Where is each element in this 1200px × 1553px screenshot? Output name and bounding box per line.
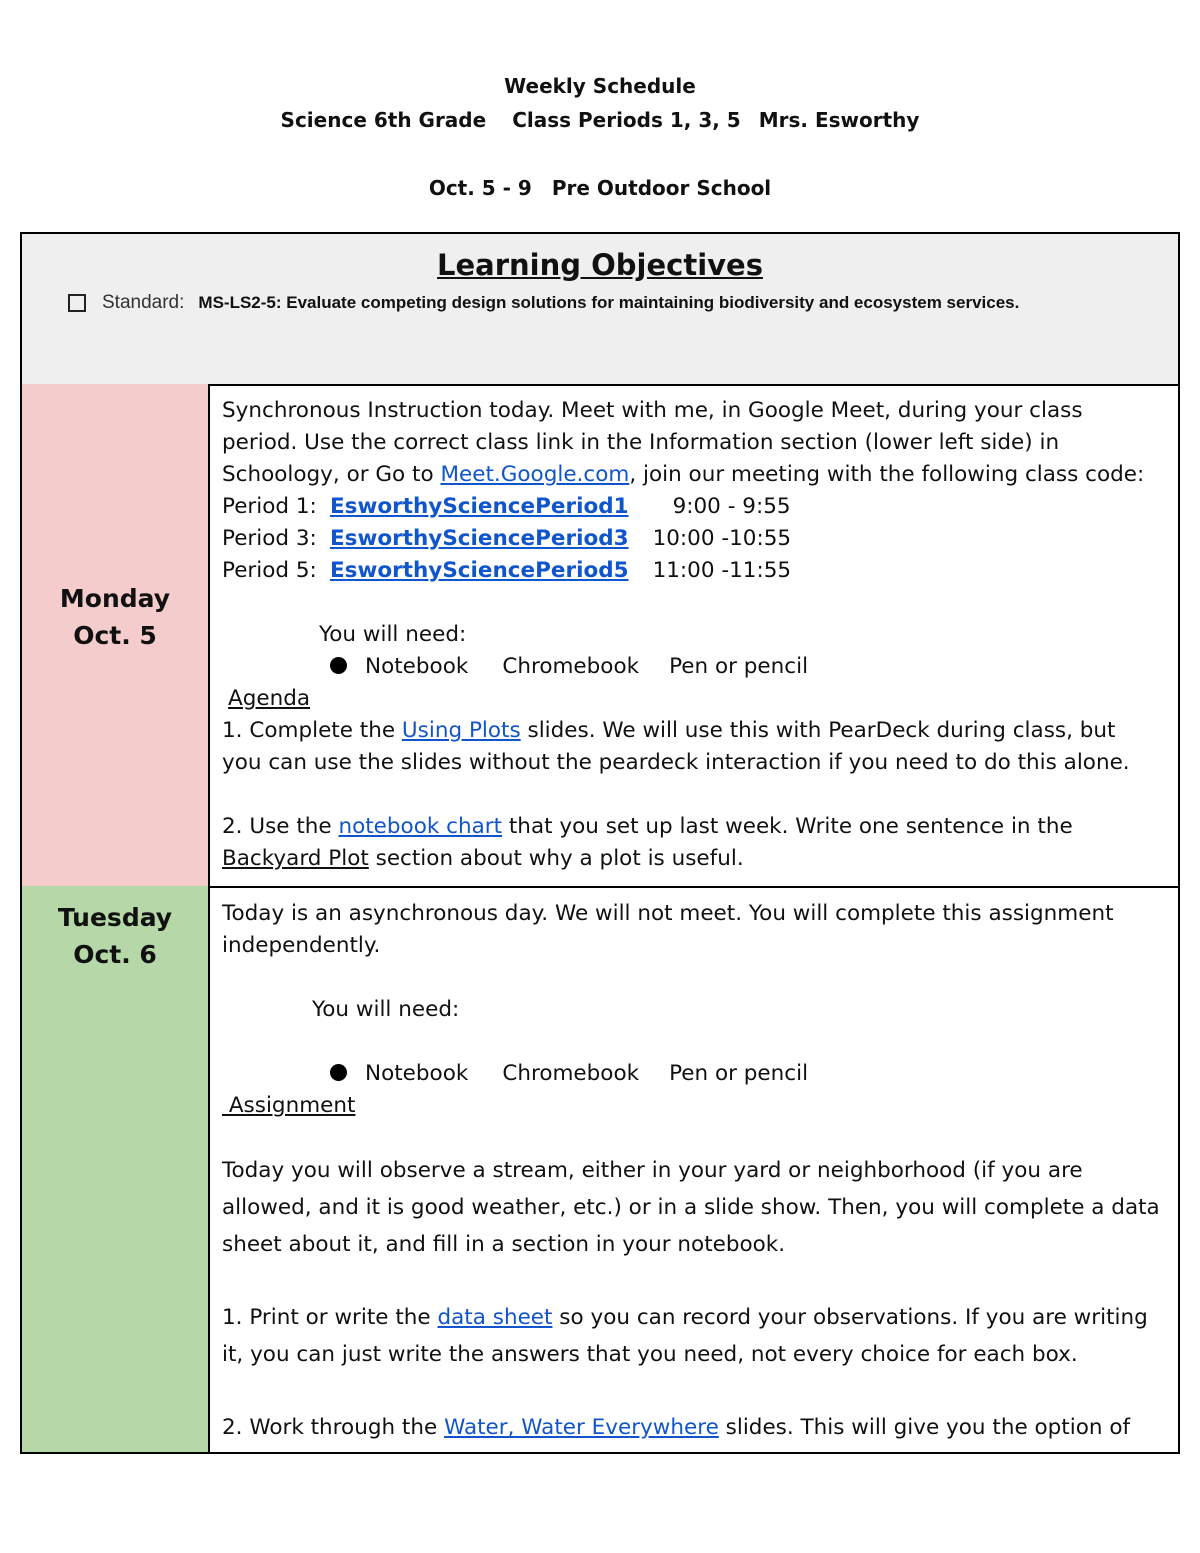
monday-need-label: You will need: — [319, 622, 467, 647]
tuesday-item2-line1 — [222, 1415, 1130, 1440]
meet-google-link[interactable]: Meet.Google.com — [440, 462, 630, 487]
monday-intro-line1: Synchronous Instruction today. Meet with me, in Google Meet, during your class — [222, 398, 1083, 423]
monday-day: Monday — [59, 584, 171, 613]
bullet-icon — [330, 657, 347, 674]
data-sheet-link[interactable]: data sheet — [437, 1305, 553, 1330]
standard-row — [68, 292, 1019, 314]
item1-text-b: so you can record your observations. If you are writing — [552, 1305, 1148, 1330]
monday-intro-line2: period. Use the correct class link in the Information section (lower left side) in — [222, 430, 1060, 455]
monday-day-cell — [22, 384, 210, 886]
period-3-line — [222, 526, 791, 551]
tuesday-date: Oct. 6 — [73, 940, 157, 969]
item2-text-b: slides. This will give you the option of — [718, 1415, 1131, 1440]
period-3-code-link[interactable]: EsworthySciencePeriod3 — [330, 526, 629, 551]
item2-text-c: section about why a plot is useful. — [368, 846, 744, 871]
standard-text: MS-LS2-5: Evaluate competing design solutions for maintaining biodiversity and ecosystem services. — [198, 293, 1020, 312]
monday-supplies — [330, 654, 808, 679]
item2-text-a: 2. Use the — [222, 814, 339, 839]
schedule-table — [20, 232, 1180, 1454]
teacher-name: Mrs. Esworthy — [758, 108, 920, 132]
tuesday-day-cell — [22, 886, 210, 1454]
item2-text-a: 2. Work through the — [222, 1415, 445, 1440]
tuesday-supplies — [330, 1061, 808, 1086]
monday-item2-line2 — [222, 846, 744, 871]
bullet-icon — [330, 1064, 347, 1081]
monday-date: Oct. 5 — [73, 621, 157, 650]
intro3-text-a: Schoology, or Go to — [222, 462, 441, 487]
tuesday-intro-line2: independently. — [222, 933, 381, 958]
item2-text-b: that you set up last week. Write one sentence in the — [502, 814, 1073, 839]
monday-intro-line3 — [222, 462, 1144, 487]
period-1-time: 9:00 - 9:55 — [672, 494, 791, 519]
period-1-code-link[interactable]: EsworthySciencePeriod1 — [330, 494, 629, 519]
supply-notebook: Notebook — [365, 654, 469, 679]
period-1-line — [222, 494, 791, 519]
period-5-time: 11:00 -11:55 — [652, 558, 792, 583]
class-periods: Class Periods 1, 3, 5 — [512, 108, 741, 132]
agenda-label: Agenda — [228, 686, 311, 711]
tuesday-need-label: You will need: — [312, 997, 460, 1022]
supply-chromebook: Chromebook — [502, 654, 640, 679]
assignment-label: Assignment — [222, 1093, 356, 1118]
standard-checkbox[interactable] — [68, 294, 86, 312]
tuesday-obs-line2: allowed, and it is good weather, etc.) or in a slide show. Then, you will complete a data — [222, 1195, 1160, 1220]
period-1-label: Period 1: — [222, 494, 317, 519]
tuesday-day: Tuesday — [57, 903, 173, 932]
learning-objectives-title: Learning Objectives — [437, 248, 763, 282]
using-plots-link[interactable]: Using Plots — [401, 718, 521, 743]
period-5-line — [222, 558, 791, 583]
item1-text-a: 1. Complete the — [222, 718, 402, 743]
monday-row — [22, 384, 1178, 888]
backyard-plot-text: Backyard Plot — [222, 846, 369, 871]
supply-pen: Pen or pencil — [669, 654, 809, 679]
class-info-line — [0, 108, 1200, 132]
schedule-title: Weekly Schedule — [504, 74, 696, 98]
supply-pen: Pen or pencil — [669, 1061, 809, 1086]
monday-item2-line1 — [222, 814, 1073, 839]
period-5-code-link[interactable]: EsworthySciencePeriod5 — [330, 558, 629, 583]
tuesday-item1-line2: it, you can just write the answers that you need, not every choice for each box. — [222, 1342, 1078, 1367]
tuesday-obs-line3: sheet about it, and fill in a section in your notebook. — [222, 1232, 786, 1257]
learning-objectives-section — [22, 234, 1178, 386]
standard-label: Standard: — [102, 292, 185, 313]
period-3-time: 10:00 -10:55 — [652, 526, 792, 551]
monday-item1-line2: you can use the slides without the peardeck interaction if you need to do this alone. — [222, 750, 1130, 775]
tuesday-intro-line1: Today is an asynchronous day. We will not meet. You will complete this assignment — [222, 901, 1114, 926]
water-everywhere-link[interactable]: Water, Water Everywhere — [444, 1415, 719, 1440]
supply-chromebook: Chromebook — [502, 1061, 640, 1086]
item1-text-a: 1. Print or write the — [222, 1305, 438, 1330]
week-info-line — [0, 176, 1200, 200]
week-topic: Pre Outdoor School — [551, 176, 772, 200]
tuesday-item1-line1 — [222, 1305, 1148, 1330]
monday-item1-line1 — [222, 718, 1115, 743]
period-3-label: Period 3: — [222, 526, 317, 551]
week-dates: Oct. 5 - 9 — [428, 176, 532, 200]
tuesday-obs-line1: Today you will observe a stream, either in your yard or neighborhood (if you are — [222, 1158, 1083, 1183]
tuesday-row — [22, 886, 1178, 1454]
period-5-label: Period 5: — [222, 558, 317, 583]
notebook-chart-link[interactable]: notebook chart — [338, 814, 503, 839]
supply-notebook: Notebook — [365, 1061, 469, 1086]
intro3-text-b: , join our meeting with the following class code: — [629, 462, 1145, 487]
item1-text-b: slides. We will use this with PearDeck during class, but — [520, 718, 1116, 743]
subject: Science 6th Grade — [280, 108, 487, 132]
